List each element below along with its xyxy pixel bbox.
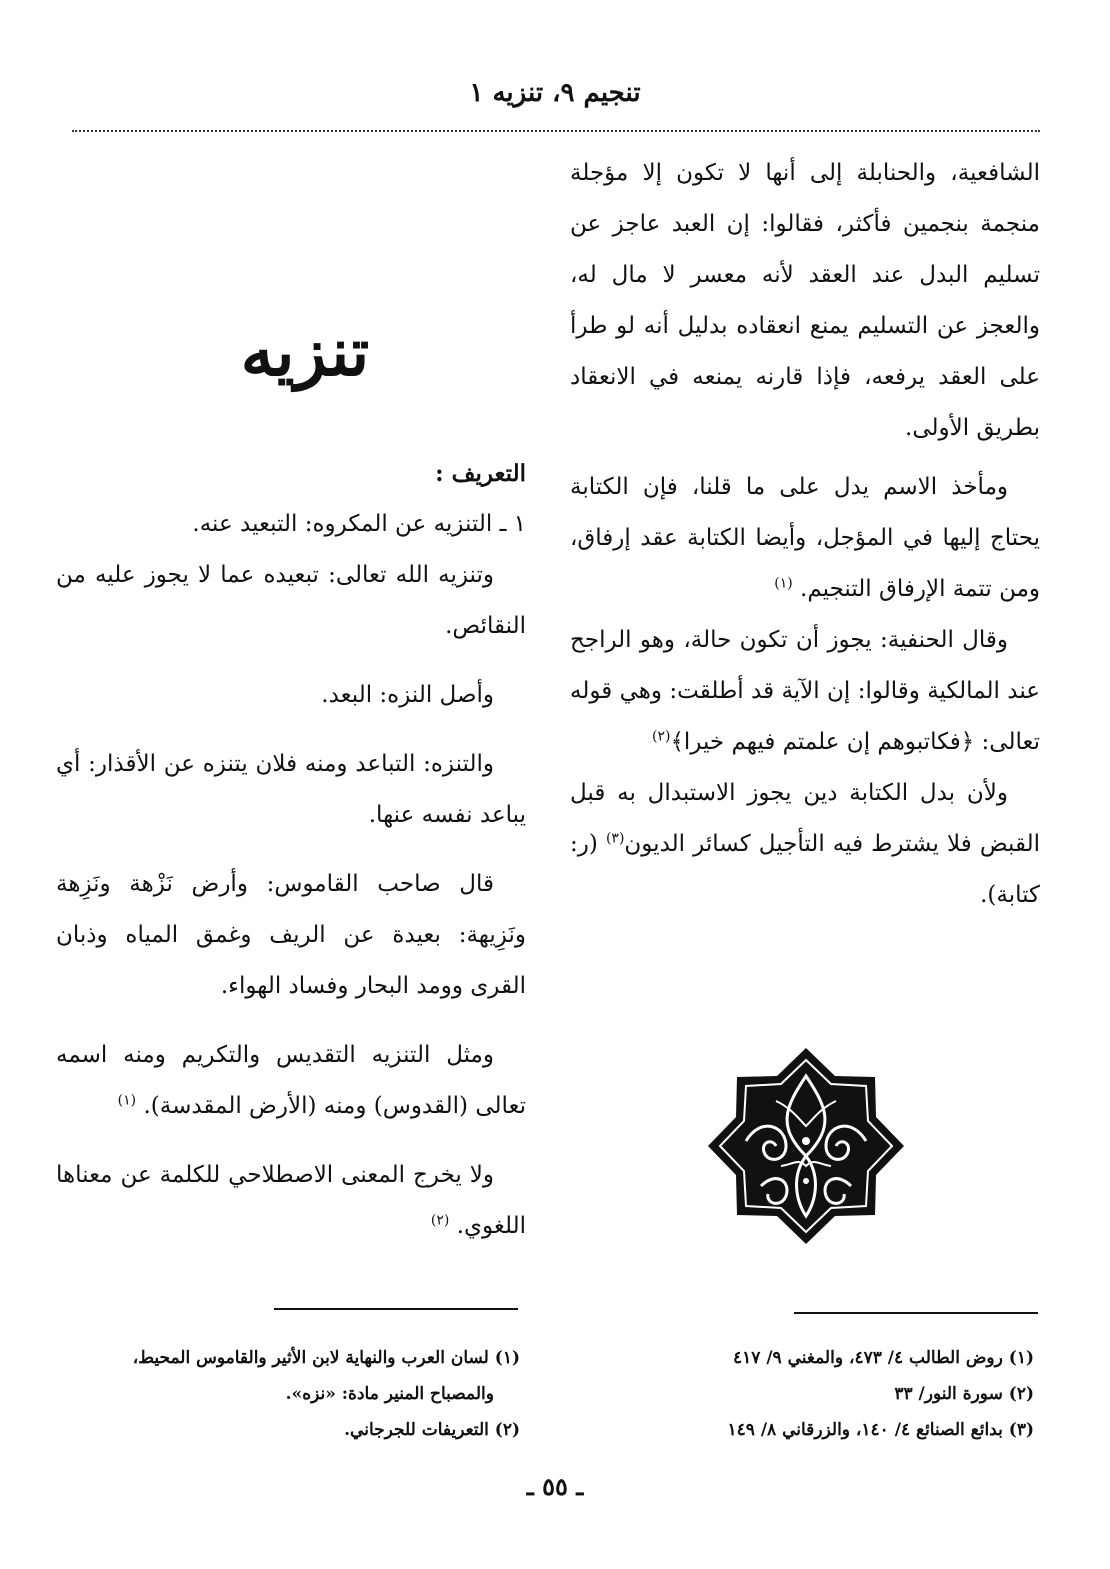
definition-4: والتنزه: التباعد ومنه فلان يتنزه عن الأقذار: أي يباعد نفسه عنها.: [56, 751, 526, 828]
footnote-rule-left: [274, 1308, 518, 1310]
page-header: تنجيم ٩، تنزيه ١: [469, 78, 641, 108]
section-label: التعريف :: [435, 460, 526, 487]
right-paragraph-3: [570, 615, 1040, 768]
islamic-star-arabesque-icon: [706, 1046, 906, 1246]
definition-7-text: ولا يخرج المعنى الاصطلاحي للكلمة عن معناها اللغوي.: [56, 1162, 526, 1239]
footnote-item: (٣) بدائع الصنائع ٤/ ١٤٠، والزرقاني ٨/ ١٤٩: [727, 1420, 1034, 1440]
footnote-ref: (٣): [605, 830, 625, 847]
right-paragraph-4-tail: (ر: كتابة).: [570, 831, 1040, 908]
left-column: [56, 448, 526, 1252]
page-number: ـ ٥٥ ـ: [526, 1472, 584, 1501]
article-title: تنزيه: [240, 313, 370, 391]
right-column: [570, 148, 1040, 921]
footnote-ref: (٢): [651, 728, 671, 745]
definition-6-text: ومثل التنزيه التقديس والتكريم ومنه اسمه تعالى (القدوس) ومنه (الأرض المقدسة).: [56, 1042, 526, 1119]
right-paragraph-1: الشافعية، والحنابلة إلى أنها لا تكون إلا مؤجلة منجمة بنجمين فأكثر، فقالوا: إن العبد عاجز عن تسليم البدل عند العقد لأنه معسر لا مال له، والعجز عن التسليم يمنع انعقاده بدليل أنه لو طرأ على العقد يرفعه، فإذا قارنه يمنعه في الانعقاد بطريق الأولى.: [570, 160, 1040, 441]
right-paragraph-2: [570, 462, 1040, 615]
footnote-ref: (١): [774, 575, 793, 592]
footnote-rule-right: [794, 1312, 1038, 1314]
right-paragraph-4-text: ولأن بدل الكتابة دين يجوز الاستبدال به قبل القبض فلا يشترط فيه التأجيل كسائر الديون: [570, 780, 1040, 857]
definition-5: قال صاحب القاموس: وأرض نَزْهة ونَزِهة ونَزِيهة: بعيدة عن الريف وغمق المياه وذبان القرى وومد البحار وفساد الهواء.: [56, 871, 526, 999]
footnote-item: (١) لسان العرب والنهاية لابن الأثير والقاموس المحيط،: [132, 1348, 520, 1368]
right-paragraph-2-text: ومأخذ الاسم يدل على ما قلنا، فإن الكتابة يحتاج إليها في المؤجل، وأيضا الكتابة عقد إرفاق، ومن تتمة الإرفاق التنجيم.: [570, 474, 1040, 602]
footnote-item: (١) روض الطالب ٤/ ٤٧٣، والمغني ٩/ ٤١٧: [733, 1348, 1034, 1368]
definition-1: ١ ـ التنزيه عن المكروه: التبعيد عنه.: [192, 511, 526, 537]
footnote-item: (٢) التعريفات للجرجاني.: [344, 1420, 520, 1440]
header-dotted-rule: [72, 130, 1040, 132]
footnotes-left: [40, 1340, 520, 1448]
definition-7: [56, 1150, 526, 1252]
definition-6: [56, 1030, 526, 1132]
footnote-item: (٢) سورة النور/ ٣٣: [894, 1384, 1034, 1404]
footnote-ref: (١): [117, 1092, 137, 1109]
definition-2: وتنزيه الله تعالى: تبعيده عما لا يجوز عليه من النقائص.: [56, 562, 526, 639]
footnote-item-continuation: والمصباح المنير مادة: «نزه».: [285, 1384, 494, 1404]
right-paragraph-4: [570, 768, 1040, 921]
right-paragraph-3-text: وقال الحنفية: يجوز أن تكون حالة، وهو الراجح عند المالكية وقالوا: إن الآية قد أطلقت: وهي قوله تعالى: ﴿فكاتبوهم إن علمتم فيهم خيرا﴾: [570, 627, 1040, 755]
footnote-ref: (٢): [430, 1212, 450, 1229]
footnotes-right: [594, 1340, 1034, 1448]
definition-3: وأصل النزه: البعد.: [321, 682, 494, 708]
